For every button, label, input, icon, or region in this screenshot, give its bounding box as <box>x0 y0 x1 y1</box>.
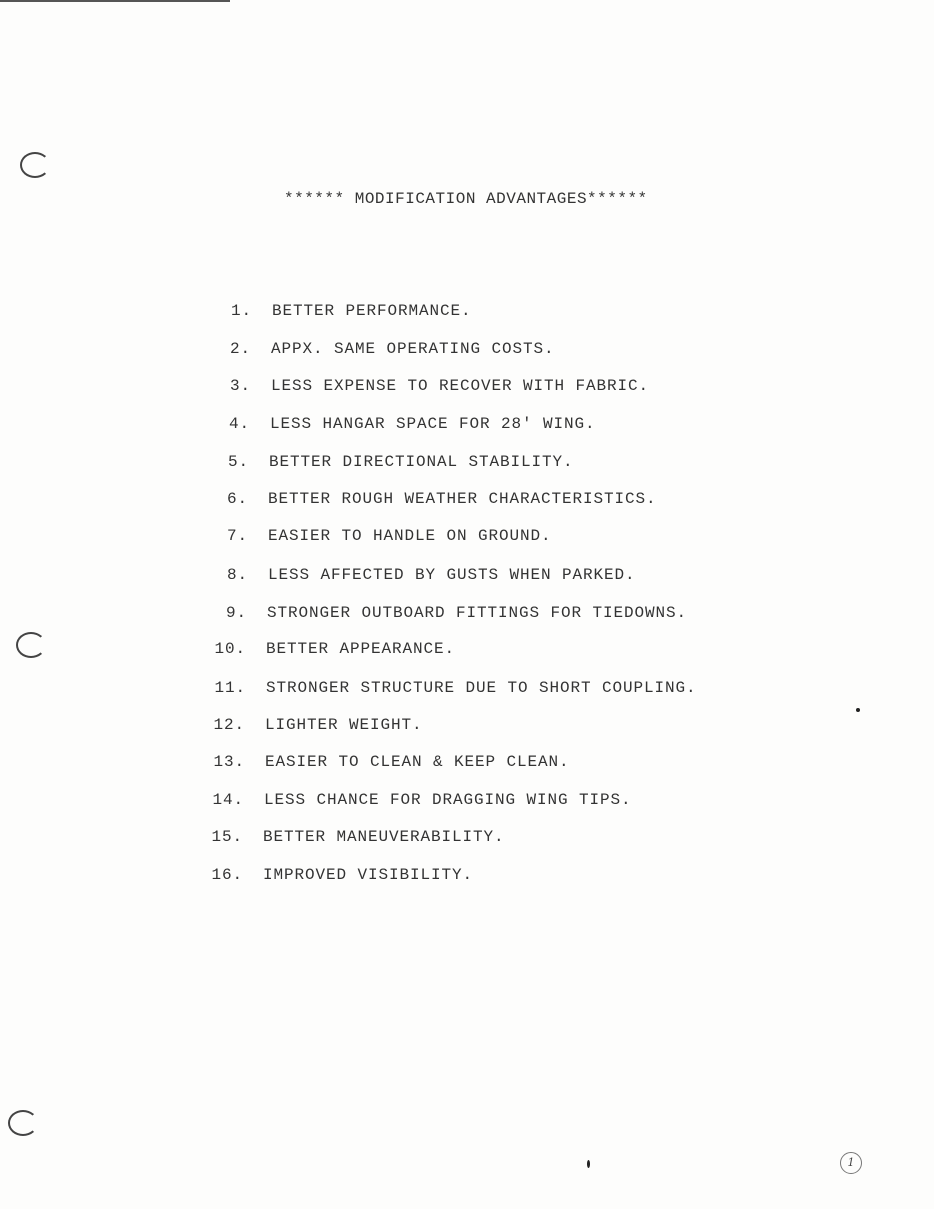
item-number: 2. <box>229 340 251 358</box>
list-item <box>226 490 657 508</box>
list-item <box>229 340 555 358</box>
item-number: 12. <box>213 716 245 734</box>
list-item <box>227 453 574 471</box>
item-number: 16. <box>211 866 243 884</box>
item-text: LESS EXPENSE TO RECOVER WITH FABRIC. <box>271 377 650 395</box>
item-number: 3. <box>229 377 251 395</box>
document-title: ****** MODIFICATION ADVANTAGES****** <box>284 190 648 208</box>
list-item <box>213 753 570 771</box>
list-item <box>226 566 636 584</box>
item-number: 7. <box>226 527 248 545</box>
list-item <box>228 415 596 433</box>
item-text: BETTER MANEUVERABILITY. <box>263 828 505 846</box>
item-number: 4. <box>228 415 250 433</box>
item-number: 9. <box>225 604 247 622</box>
item-number: 13. <box>213 753 245 771</box>
list-item <box>226 527 552 545</box>
list-item <box>214 679 697 697</box>
item-number: 6. <box>226 490 248 508</box>
item-number: 5. <box>227 453 249 471</box>
item-text: BETTER APPEARANCE. <box>266 640 456 658</box>
item-text: EASIER TO HANDLE ON GROUND. <box>268 527 552 545</box>
item-text: STRONGER STRUCTURE DUE TO SHORT COUPLING. <box>266 679 697 697</box>
page-number: 1 <box>840 1152 862 1174</box>
item-number: 8. <box>226 566 248 584</box>
item-text: IMPROVED VISIBILITY. <box>263 866 474 884</box>
item-number: 11. <box>214 679 246 697</box>
item-text: LESS HANGAR SPACE FOR 28' WING. <box>270 415 596 433</box>
item-text: STRONGER OUTBOARD FITTINGS FOR TIEDOWNS. <box>267 604 688 622</box>
item-number: 1. <box>230 302 252 320</box>
item-number: 15. <box>211 828 243 846</box>
item-text: LESS AFFECTED BY GUSTS WHEN PARKED. <box>268 566 636 584</box>
list-item <box>214 640 456 658</box>
list-item <box>211 866 474 884</box>
list-item <box>212 791 632 809</box>
item-text: APPX. SAME OPERATING COSTS. <box>271 340 555 358</box>
item-text: BETTER DIRECTIONAL STABILITY. <box>269 453 574 471</box>
list-item <box>211 828 505 846</box>
item-number: 14. <box>212 791 244 809</box>
item-text: BETTER ROUGH WEATHER CHARACTERISTICS. <box>268 490 657 508</box>
item-text: EASIER TO CLEAN & KEEP CLEAN. <box>265 753 570 771</box>
list-item <box>230 302 472 320</box>
list-item <box>229 377 650 395</box>
item-text: LESS CHANCE FOR DRAGGING WING TIPS. <box>264 791 632 809</box>
list-item <box>213 716 423 734</box>
item-number: 10. <box>214 640 246 658</box>
item-text: BETTER PERFORMANCE. <box>272 302 472 320</box>
item-text: LIGHTER WEIGHT. <box>265 716 423 734</box>
list-item <box>225 604 688 622</box>
